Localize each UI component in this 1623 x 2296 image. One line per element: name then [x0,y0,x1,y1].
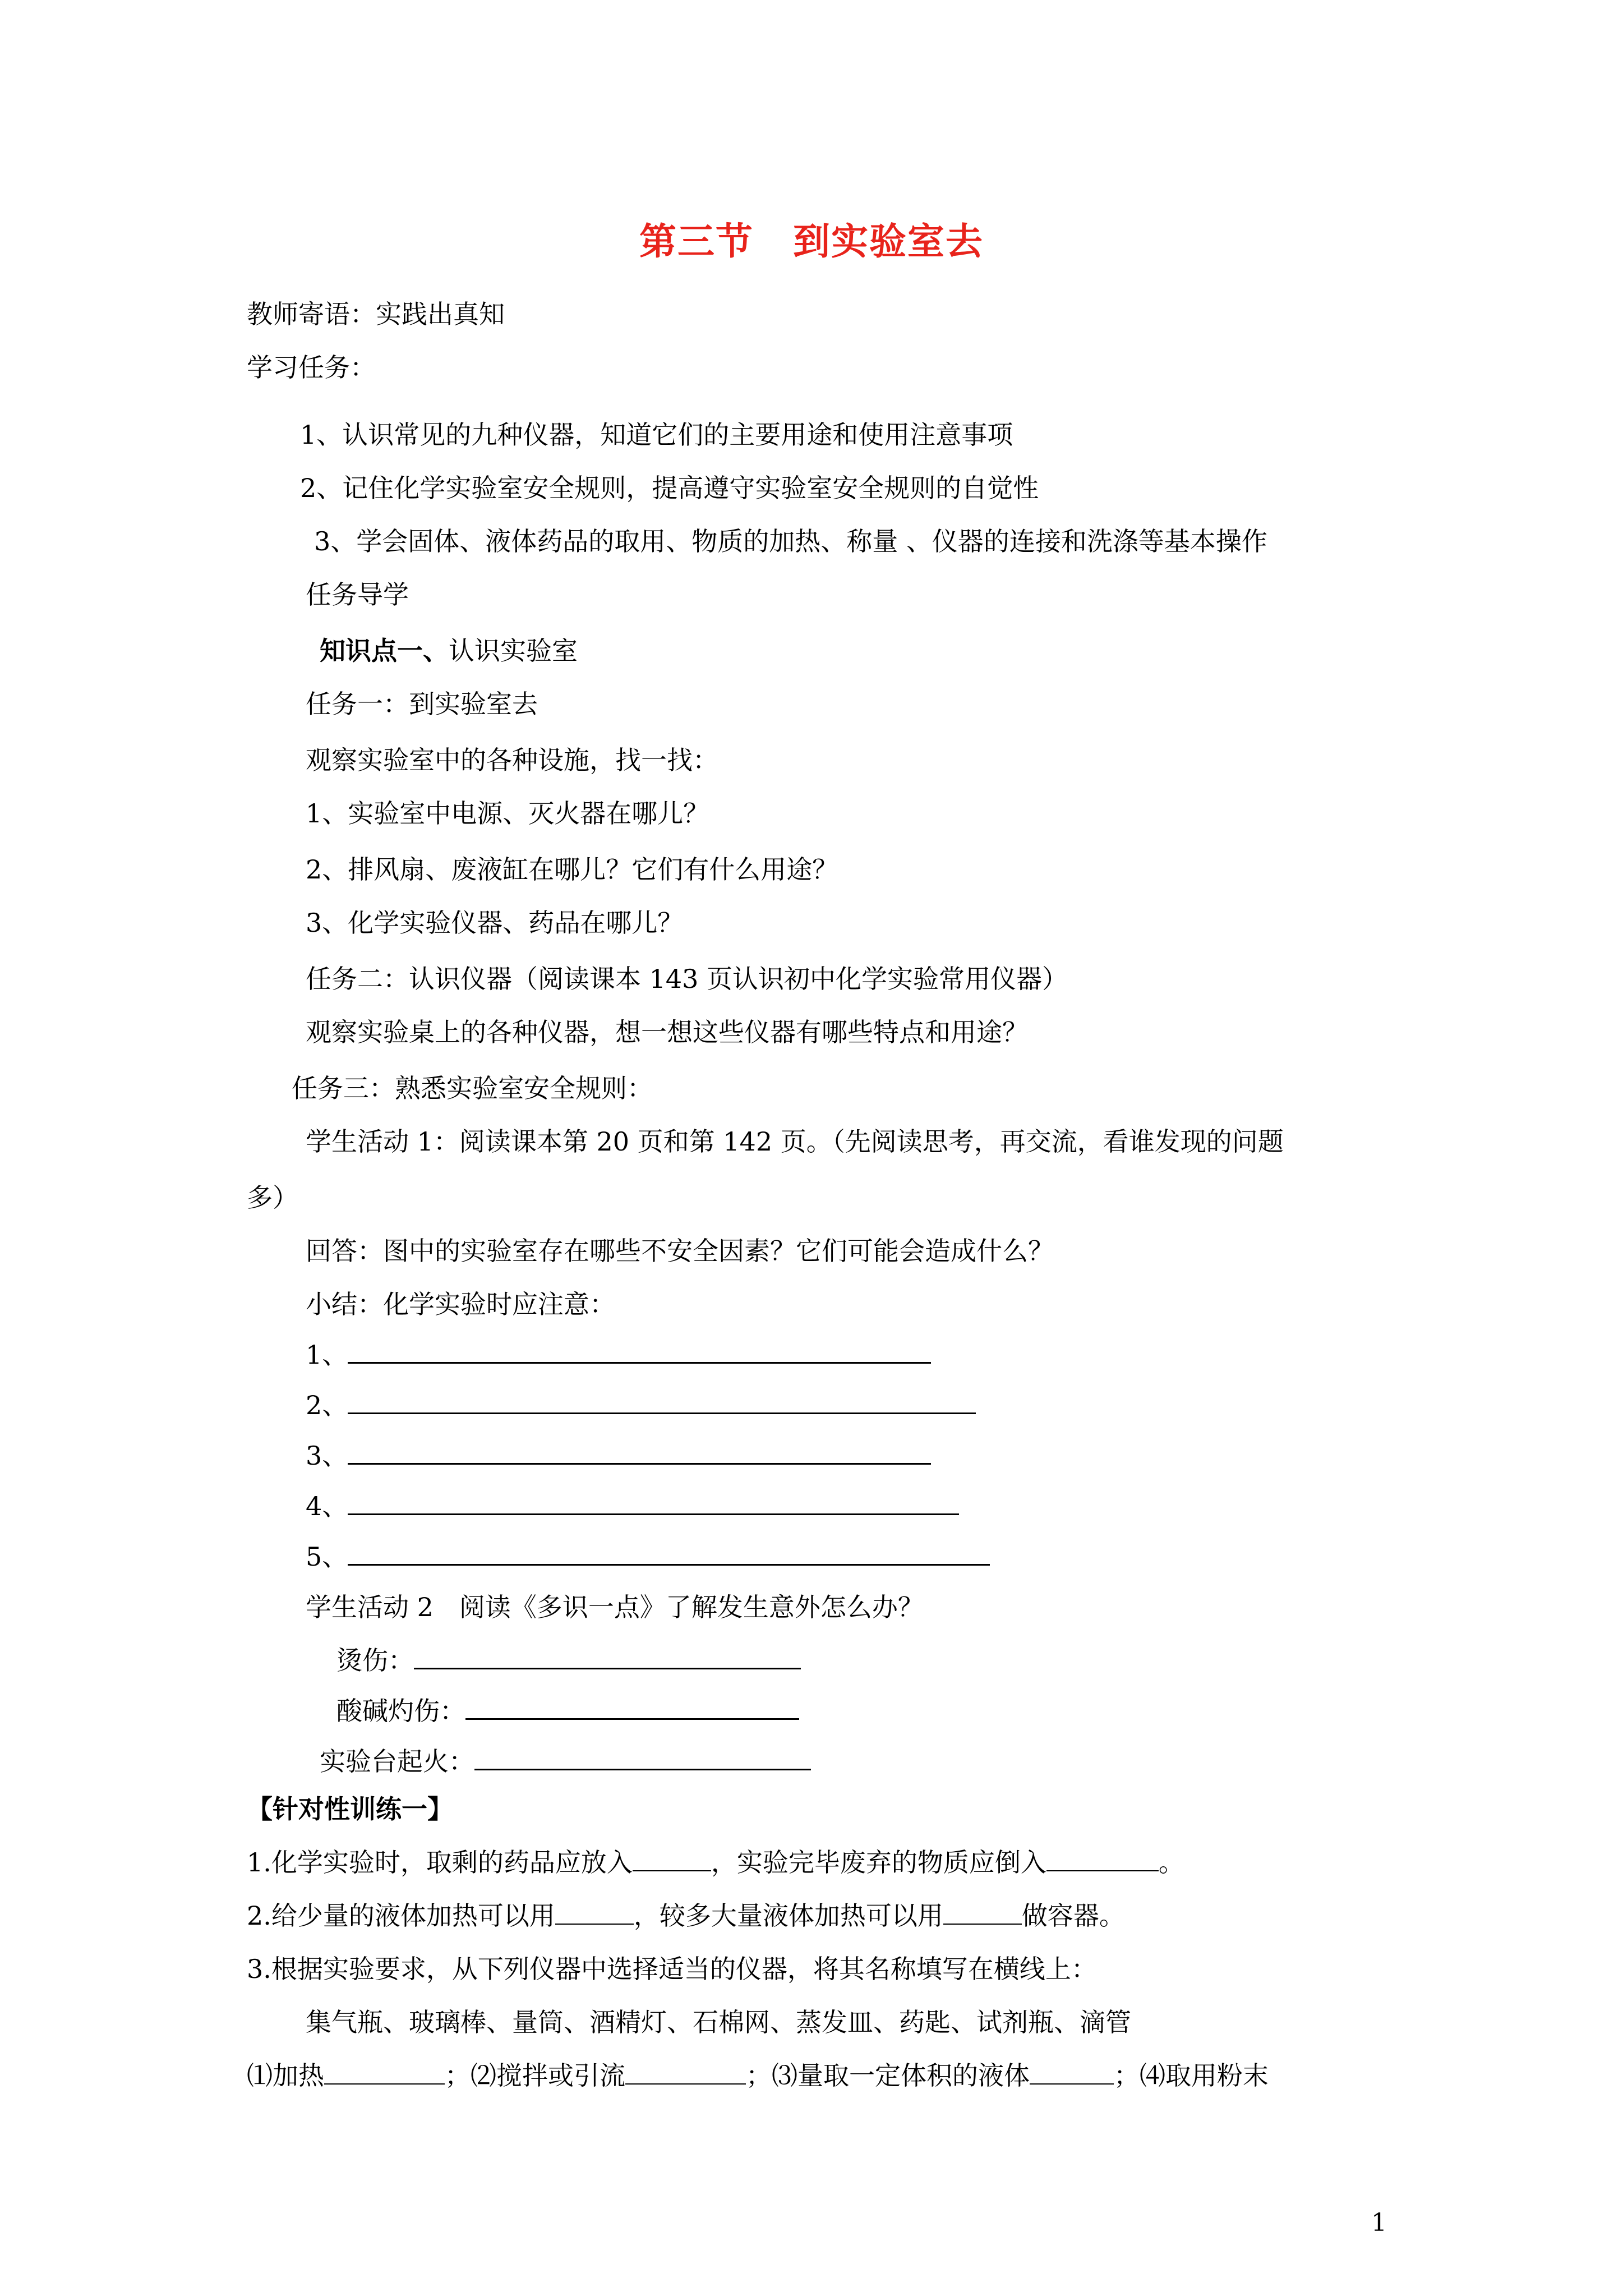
activity2: 学生活动 2 阅读《多识一点》了解发生意外怎么办？ [306,1592,924,1622]
summary-item-5-number: 5、 [306,1542,348,1572]
summary-item-2 [306,1388,976,1422]
summary-item-4-blank[interactable] [348,1491,959,1515]
summary-item-4-number: 4、 [306,1491,348,1521]
summary-item-4 [306,1489,959,1523]
accident-acid-base-blank[interactable] [465,1696,799,1720]
summary-item-5-blank[interactable] [348,1542,990,1566]
summary-item-5 [306,1540,990,1573]
exercise-3-item-a: ⑴加热 [247,2060,324,2091]
exercise-1-text-a: 1.化学实验时，取剩的药品应放入 [247,1847,633,1878]
exercise-3-item-d: ；⑷取用粉末 [1114,2060,1269,2091]
observe-facilities: 观察实验室中的各种设施，找一找： [306,745,718,775]
exercise-1-blank-2[interactable] [1046,1849,1159,1871]
activity1-line1: 学生活动 1：阅读课本第 20 页和第 142 页。（先阅读思考，再交流，看谁发现的问题 [306,1126,1284,1157]
exercise-1 [247,1846,1184,1879]
summary-item-2-blank[interactable] [348,1390,976,1414]
exercise-2-text-b: ，较多大量液体加热可以用 [633,1901,943,1931]
training-heading: 【针对性训练一】 [247,1794,453,1824]
task-two: 任务二：认识仪器（阅读课本 143 页认识初中化学实验常用仪器） [306,964,1068,994]
accident-burn-blank[interactable] [414,1645,801,1669]
accident-burn-label: 烫伤： [336,1645,414,1676]
page-number: 1 [1371,2208,1387,2237]
task-three: 任务三：熟悉实验室安全规则： [292,1073,653,1103]
exercise-3-item-c: ；⑶量取一定体积的液体 [746,2060,1030,2091]
activity1-line2: 多） [247,1182,298,1213]
task-heading: 学习任务： [247,352,376,383]
exercise-3: 3.根据实验要求，从下列仪器中选择适当的仪器，将其名称填写在横线上： [247,1954,1097,1984]
guide-heading: 任务导学 [306,579,409,610]
exercise-2-blank-2[interactable] [943,1902,1022,1925]
exercise-2-blank-1[interactable] [555,1902,634,1925]
accident-acid-base-label: 酸碱灼伤： [336,1696,465,1726]
exercise-2-text-a: 2.给少量的液体加热可以用 [247,1901,555,1931]
question-2: 2、排风扇、废液缸在哪儿？它们有什么用途？ [306,854,838,885]
summary-item-1-number: 1、 [306,1340,348,1370]
page-title [0,216,1623,266]
exercise-3-items [247,2059,1269,2092]
task-item-1: 1、认识常见的九种仪器，知道它们的主要用途和使用注意事项 [300,420,1013,450]
accident-burn [336,1644,801,1677]
question-1: 1、实验室中电源、灭火器在哪儿？ [306,798,709,829]
exercise-1-text-b: ，实验完毕废弃的物质应倒入 [711,1847,1046,1878]
title-section: 第三节 [639,219,754,263]
exercise-3-blank-1[interactable] [324,2062,445,2085]
summary-item-1 [306,1338,931,1372]
observe-instruments: 观察实验桌上的各种仪器，想一想这些仪器有哪些特点和用途？ [306,1017,1028,1047]
summary-item-3 [306,1439,931,1473]
summary-item-2-number: 2、 [306,1390,348,1420]
knowledge-point-label: 知识点一、 [320,636,449,666]
exercise-1-blank-1[interactable] [633,1849,711,1871]
summary: 小结：化学实验时应注意： [306,1289,615,1319]
task-one: 任务一：到实验室去 [306,689,538,719]
question-3: 3、化学实验仪器、药品在哪儿？ [306,908,684,938]
accident-fire-label: 实验台起火： [320,1746,474,1777]
summary-item-3-blank[interactable] [348,1441,931,1465]
exercise-1-text-c: 。 [1158,1847,1184,1878]
answer-prompt: 回答：图中的实验室存在哪些不安全因素？它们可能会造成什么？ [306,1236,1054,1266]
summary-item-3-number: 3、 [306,1441,348,1471]
accident-fire [320,1745,811,1778]
task-item-2: 2、记住化学实验室安全规则，提高遵守实验室安全规则的自觉性 [300,473,1039,503]
exercise-3-blank-3[interactable] [1030,2062,1114,2085]
task-item-3: 3、学会固体、液体药品的取用、物质的加热、称量 、仪器的连接和洗涤等基本操作 [314,526,1267,556]
accident-acid-base [336,1694,799,1728]
accident-fire-blank[interactable] [474,1746,811,1770]
summary-item-1-blank[interactable] [348,1340,931,1364]
knowledge-point-text: 认识实验室 [449,636,578,666]
title-topic: 到实验室去 [793,219,984,263]
exercise-2-text-c: 做容器。 [1021,1901,1125,1931]
exercise-3-blank-2[interactable] [625,2062,746,2085]
knowledge-point [320,634,578,668]
exercise-3-item-b: ；⑵搅拌或引流 [445,2060,625,2091]
exercise-2 [247,1899,1125,1932]
instrument-list: 集气瓶、玻璃棒、量筒、酒精灯、石棉网、蒸发皿、药匙、试剂瓶、滴管 [306,2007,1131,2037]
teacher-words: 教师寄语：实践出真知 [247,299,505,329]
